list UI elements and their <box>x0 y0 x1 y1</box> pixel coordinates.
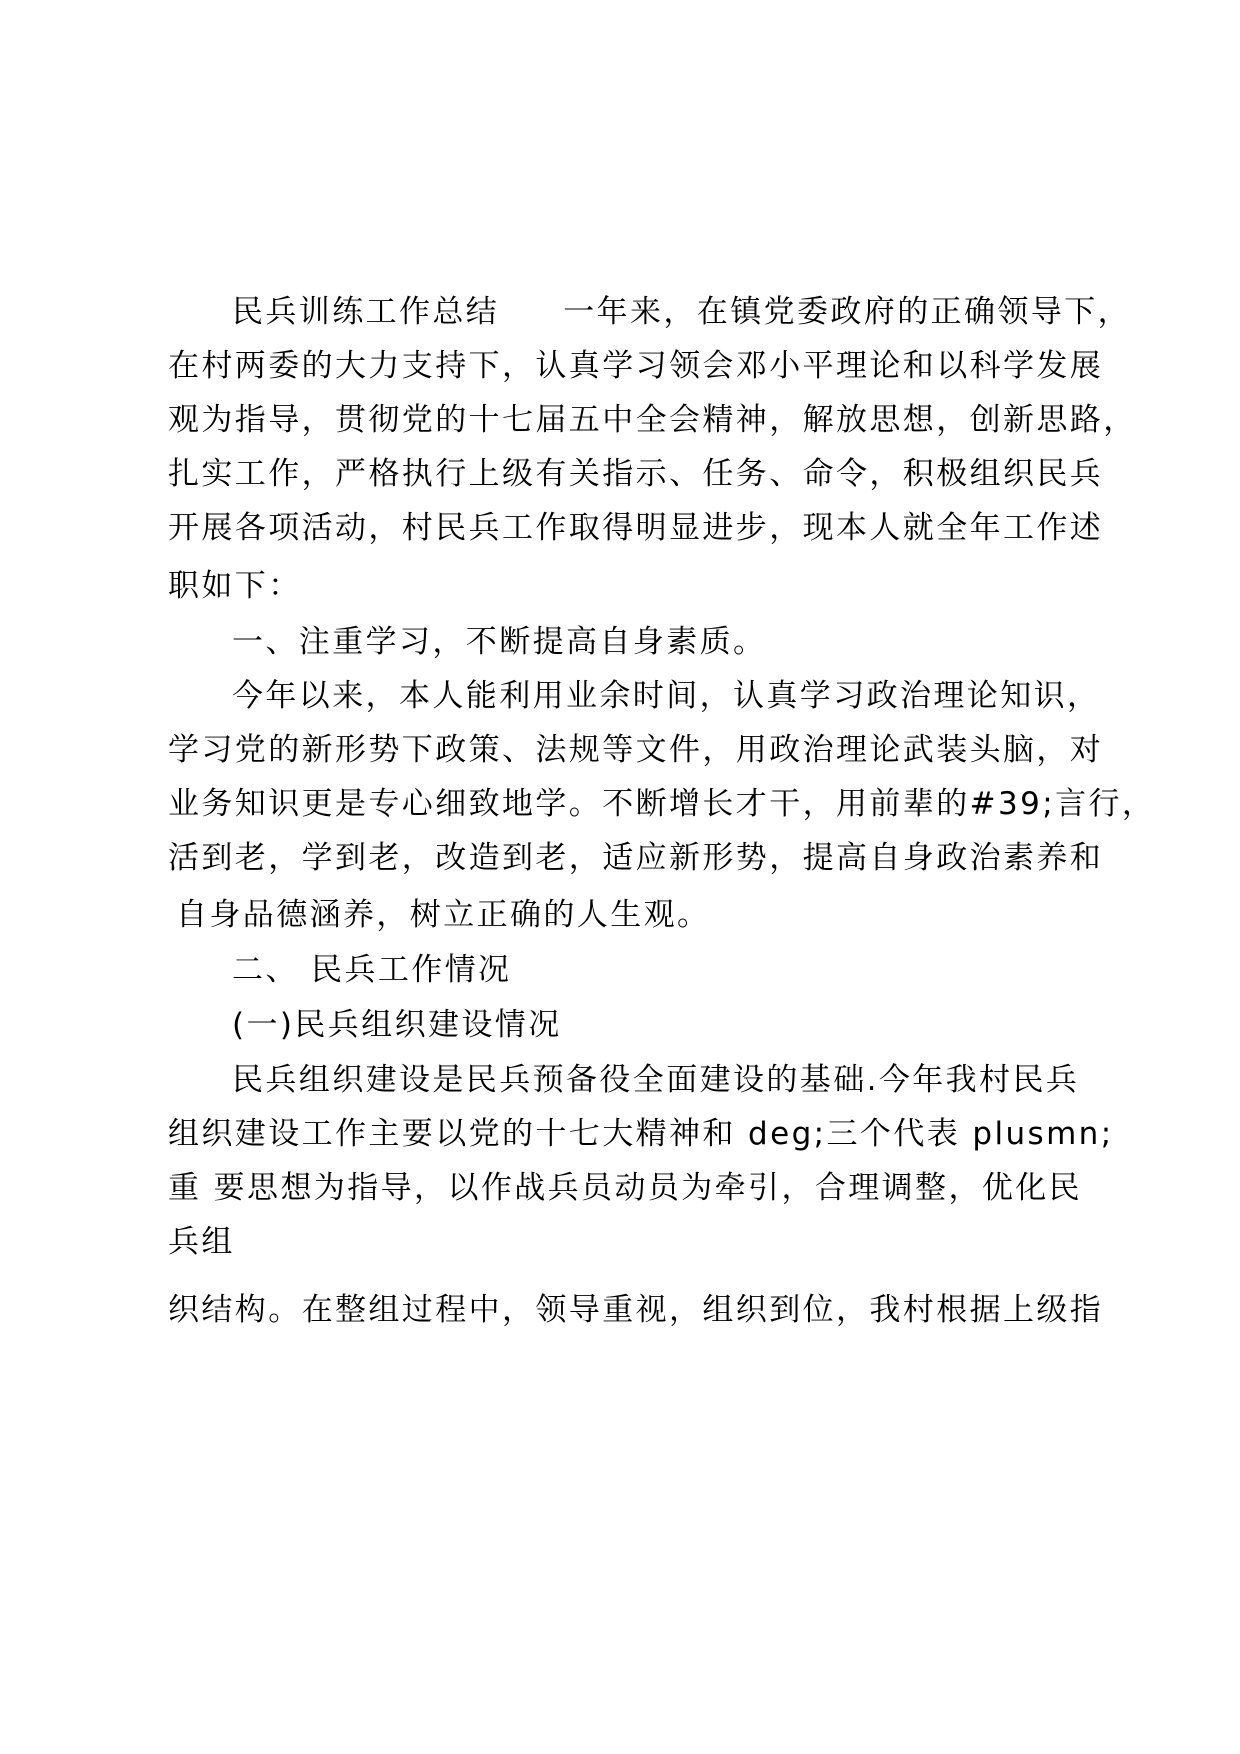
paragraph-line: 民兵组织建设是民兵预备役全面建设的基础.今年我村民兵 <box>232 1062 1080 1098</box>
paragraph-line: 织结构。在整组过程中，领导重视，组织到位，我村根据上级指 <box>168 1292 1104 1328</box>
paragraph-line: 观为指导，贯彻党的十七届五中全会精神，解放思想，创新思路， <box>168 402 1137 438</box>
paragraph-line: 扎实工作，严格执行上级有关指示、任务、命令，积极组织民兵 <box>168 456 1104 492</box>
paragraph-line: 在村两委的大力支持下，认真学习领会邓小平理论和以科学发展 <box>168 348 1104 384</box>
paragraph-line: 兵组 <box>168 1224 235 1260</box>
section-heading: 二、 民兵工作情况 <box>232 952 512 988</box>
section-heading: 一、注重学习，不断提高自身素质。 <box>232 624 767 660</box>
paragraph-line: 活到老，学到老，改造到老，适应新形势，提高自身政治素养和 <box>168 840 1104 876</box>
paragraph-line <box>232 292 1162 332</box>
paragraph-line: 职如下： <box>168 568 302 604</box>
subsection-heading: (一)民兵组织建设情况 <box>232 1007 562 1043</box>
paragraph-line: 组织建设工作主要以党的十七大精神和 deg;三个代表 plusmn; <box>168 1116 1114 1152</box>
document-title: 民兵训练工作总结 <box>232 294 500 330</box>
paragraph-line: 今年以来，本人能利用业余时间，认真学习政治理论知识， <box>232 678 1101 714</box>
paragraph-line: 开展各项活动，村民兵工作取得明显进步，现本人就全年工作述 <box>168 510 1104 546</box>
paragraph-line: 重 要思想为指导，以作战兵员动员为牵引，合理调整，优化民 <box>168 1170 1083 1206</box>
paragraph-text: 一年来，在镇党委政府的正确领导下， <box>563 294 1132 330</box>
paragraph-line: 自身品德涵养，树立正确的人生观。 <box>176 897 711 933</box>
paragraph-line: 学习党的新形势下政策、法规等文件，用政治理论武装头脑，对 <box>168 732 1104 768</box>
paragraph-line: 业务知识更是专心细致地学。不断增长才干，用前辈的#39;言行， <box>168 786 1156 822</box>
